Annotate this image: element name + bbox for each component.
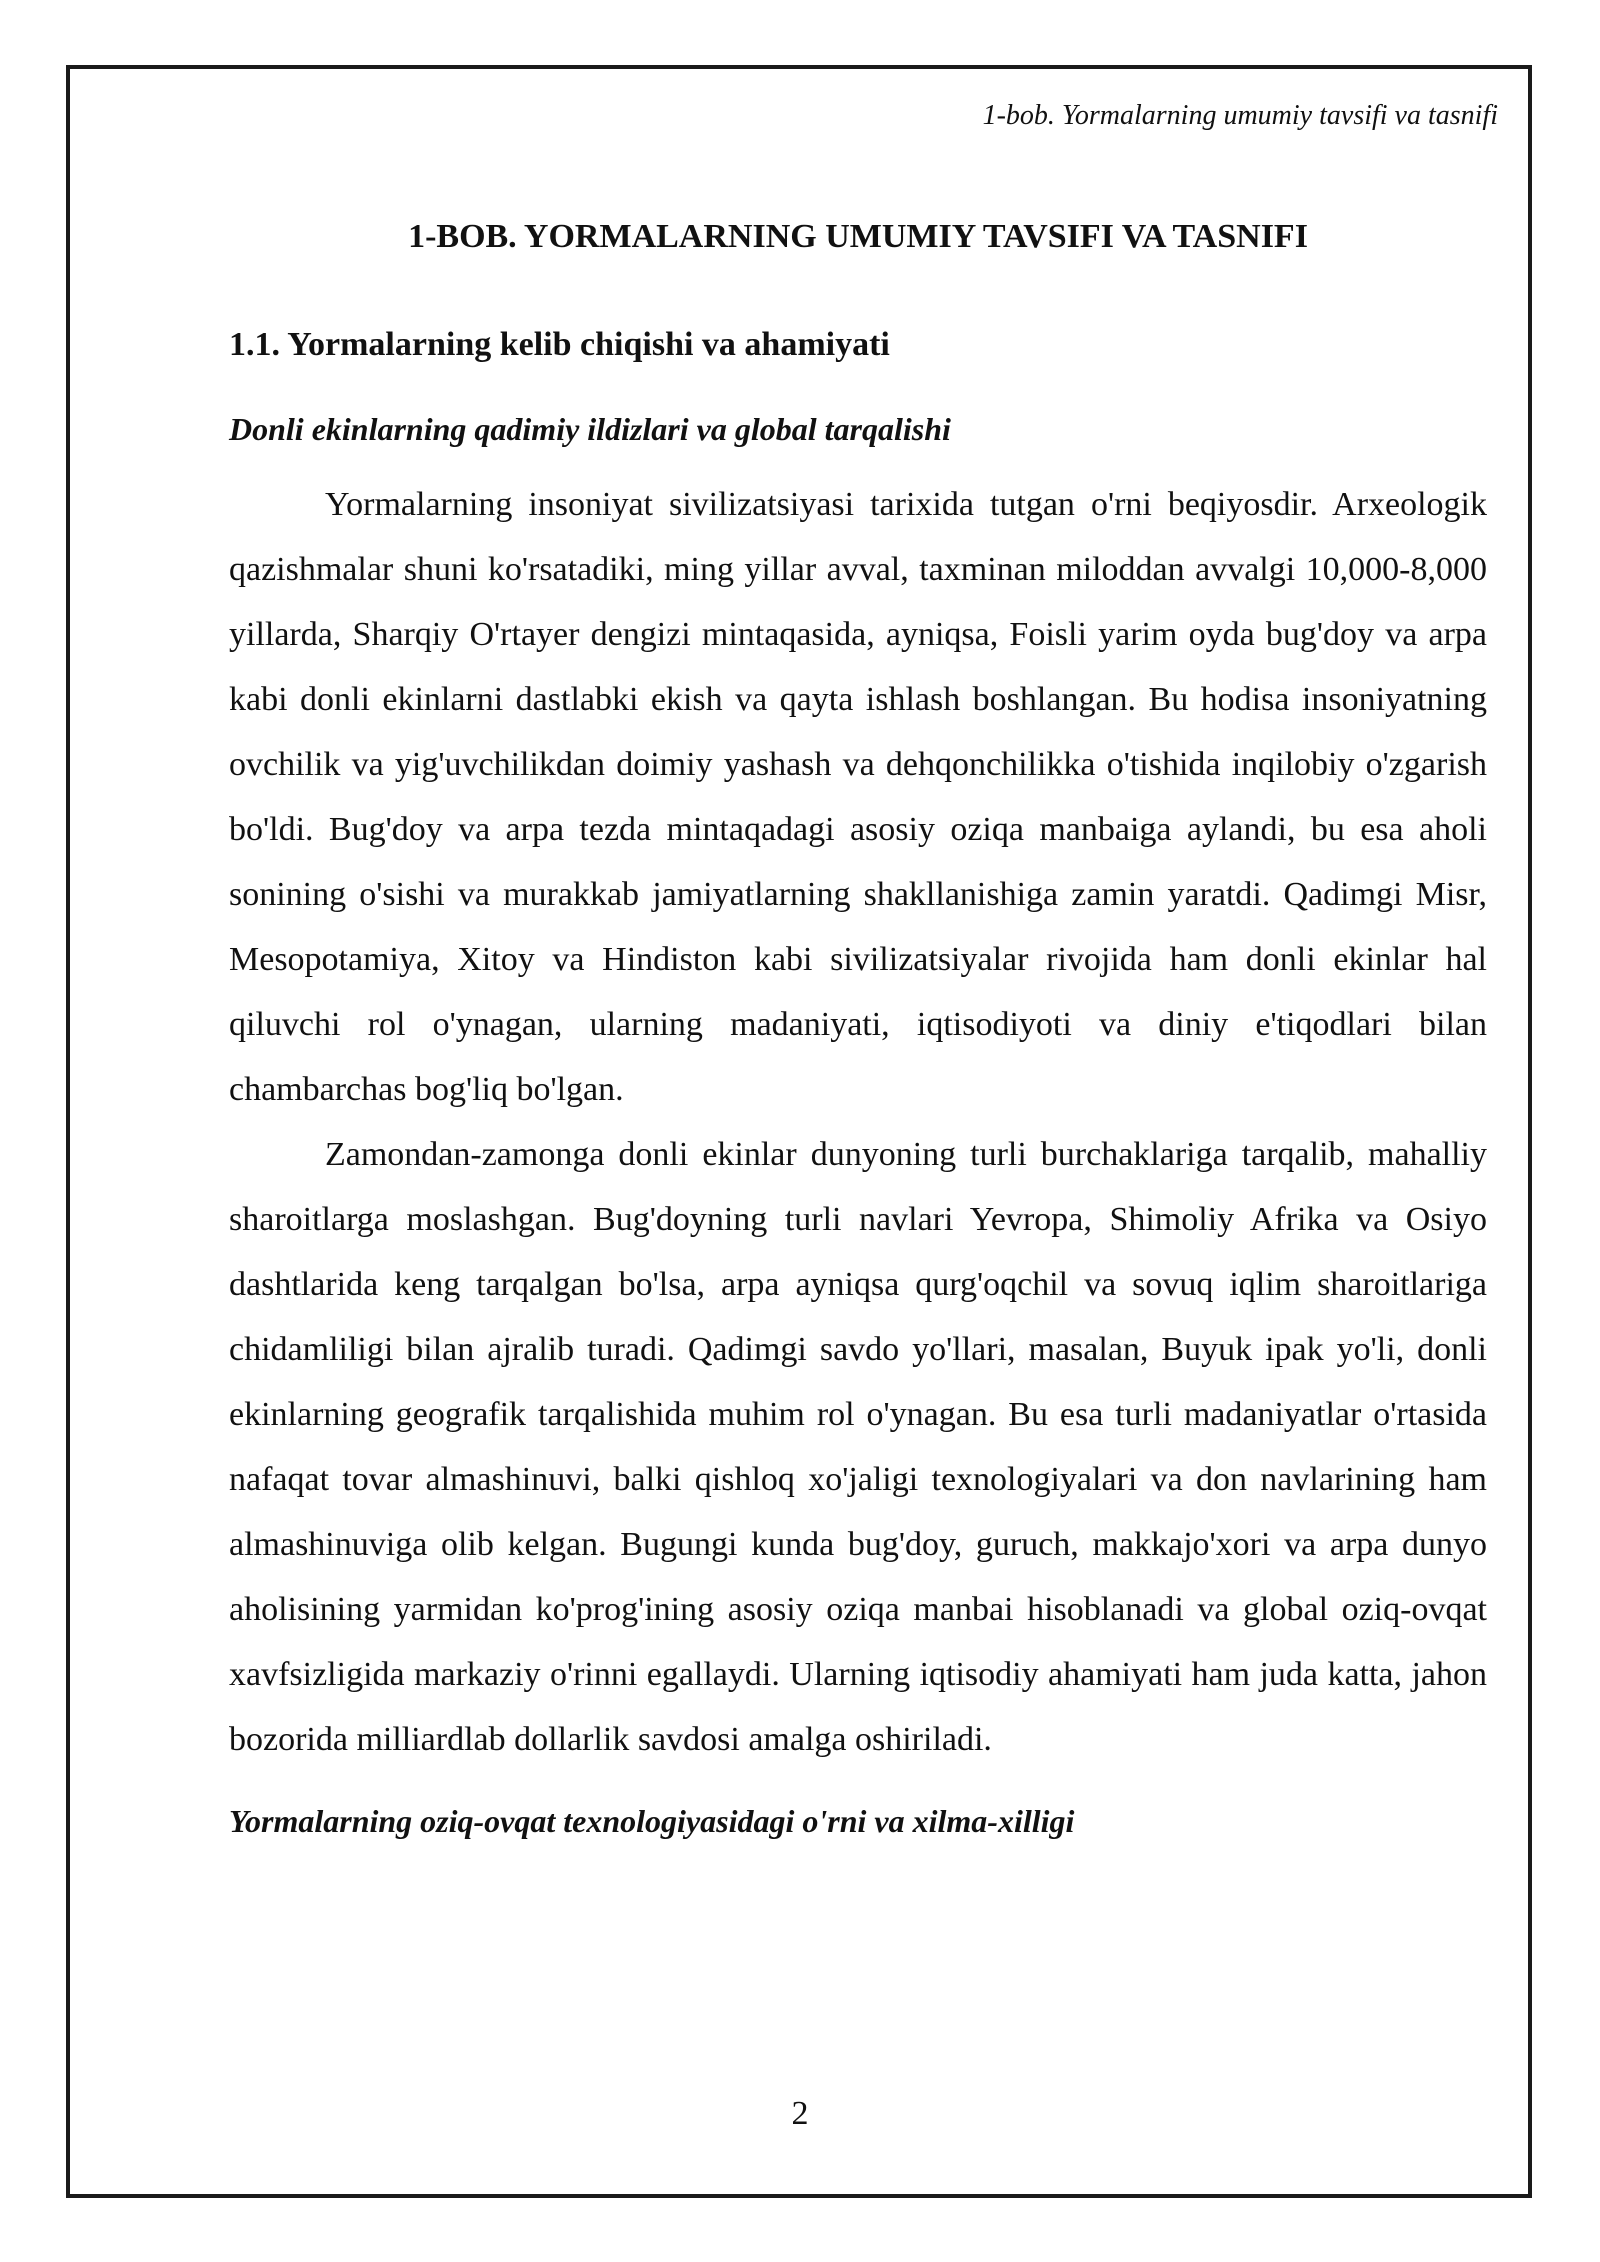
section-title: 1.1. Yormalarning kelib chiqishi va ahamiyati (229, 326, 890, 363)
subsection-title: Yormalarning oziq-ovqat texnologiyasidagi o'rni va xilma-xilligi (229, 1803, 1075, 1839)
page-number: 2 (791, 2095, 809, 2132)
body-paragraph: Zamondan-zamonga donli ekinlar dunyoning turli burchaklariga tarqalib, mahalliy sharoitlarga moslashgan. Bug'doyning turli navlari Yevropa, Shimoliy Afrika va Osiyo dashtlarida keng tarqalgan bo'lsa, arpa ayniqsa qurg'oqchil va sovuq iqlim sharoitlariga chidamliligi bilan ajralib turadi. Qadimgi savdo yo'llari, masalan, Buyuk ipak yo'li, donli ekinlarning geografik tarqalishida muhim rol o'ynagan. Bu esa turli madaniyatlar o'rtasida nafaqat tovar almashinuvi, balki qishloq xo'jaligi texnologiyalari va don navlarining ham almashinuviga olib kelgan. Bugungi kunda bug'doy, guruch, makkajo'xori va arpa dunyo aholisining yarmidan ko'prog'ining asosiy oziqa manbai hisoblanadi va global oziq-ovqat xavfsizligida markaziy o'rinni egallaydi. Ularning iqtisodiy ahamiyati ham juda katta, jahon bozorida milliardlab dollarlik savdosi amalga oshiriladi. (229, 1136, 1487, 1758)
subsection-title: Donli ekinlarning qadimiy ildizlari va global tarqalishi (229, 411, 951, 447)
body-paragraph: Yormalarning insoniyat sivilizatsiyasi tarixida tutgan o'rni beqiyosdir. Arxeologik qazishmalar shuni ko'rsatadiki, ming yillar avval, taxminan miloddan avvalgi 10,000-8,000 yillarda, Sharqiy O'rtayer dengizi mintaqasida, ayniqsa, Foisli yarim oyda bug'doy va arpa kabi donli ekinlarni dastlabki ekish va qayta ishlash boshlangan. Bu hodisa insoniyatning ovchilik va yig'uvchilikdan doimiy yashash va dehqonchilikka o'tishida inqilobiy o'zgarish bo'ldi. Bug'doy va arpa tezda mintaqadagi asosiy oziqa manbaiga aylandi, bu esa aholi sonining o'sishi va murakkab jamiyatlarning shakllanishiga zamin yaratdi. Qadimgi Misr, Mesopotamiya, Xitoy va Hindiston kabi sivilizatsiyalar rivojida ham donli ekinlar hal qiluvchi rol o'ynagan, ularning madaniyati, iqtisodiyoti va diniy e'tiqodlari bilan chambarchas bog'liq bo'lgan. (229, 486, 1487, 1108)
page-content (229, 208, 1487, 1850)
running-header: 1-bob. Yormalarning umumiy tavsifi va tasnifi (982, 100, 1498, 131)
chapter-title: 1-BOB. YORMALARNING UMUMIY TAVSIFI VA TASNIFI (408, 218, 1308, 255)
